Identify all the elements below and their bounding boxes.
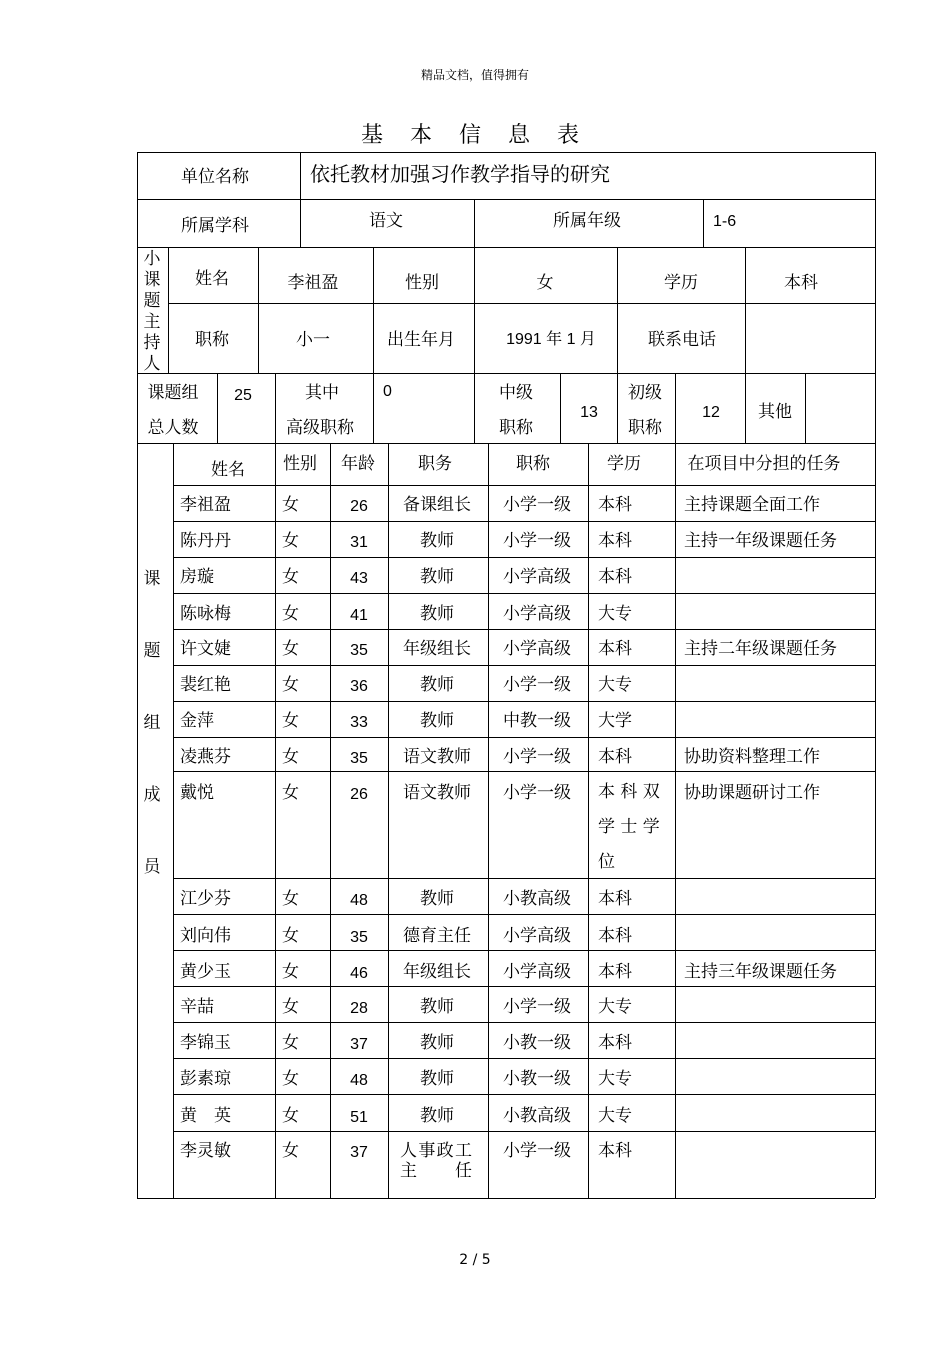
member-duty: 德育主任 [403,926,471,946]
member-duty: 教师 [420,889,454,909]
member-duty: 语文教师 [403,783,471,803]
member-duty: 教师 [420,604,454,624]
member-title: 小学一级 [503,783,571,803]
member-name: 戴悦 [180,783,214,803]
host-edu-value: 本科 [784,273,818,293]
grade-label: 所属年级 [553,211,621,231]
grade-value: 1-6 [713,213,737,230]
member-duty: 备课组长 [403,495,471,515]
members-header-3: 职务 [418,454,452,474]
member-edu: 本科 [598,1033,632,1053]
table-rule [173,737,875,738]
member-name: 金萍 [180,711,214,731]
table-rule [168,303,875,304]
member-task: 协助资料整理工作 [684,747,820,767]
member-age: 41 [350,607,368,624]
members-header-0: 姓名 [211,460,245,480]
member-title: 小学一级 [503,997,571,1017]
member-duty: 教师 [420,711,454,731]
member-duty: 教师 [420,1106,454,1126]
member-title: 小学一级 [503,1141,571,1161]
member-gender: 女 [282,783,299,803]
table-rule [173,665,875,666]
table-rule [173,986,875,987]
total-label-1: 课题组 [147,383,199,403]
member-gender: 女 [282,747,299,767]
member-name: 陈咏梅 [180,604,231,624]
member-title: 小教高级 [503,1106,571,1126]
table-rule [137,152,875,153]
table-rule [173,557,875,558]
member-gender: 女 [282,1033,299,1053]
table-rule [373,247,374,373]
member-age: 28 [350,1000,368,1017]
host-gender-value: 女 [536,273,554,293]
member-edu: 大专 [598,604,632,624]
table-rule [173,629,875,630]
member-title: 中教一级 [503,711,571,731]
member-name: 房璇 [180,567,214,587]
member-edu: 本科 [598,889,632,909]
member-gender: 女 [282,1069,299,1089]
member-name: 陈丹丹 [180,531,231,551]
member-edu: 大专 [598,1069,632,1089]
header-note: 精品文档，值得拥有 [420,68,529,82]
table-rule [173,950,875,951]
member-gender: 女 [282,926,299,946]
table-rule [173,1058,875,1059]
table-rule [745,247,746,303]
table-rule [173,914,875,915]
senior-label-1: 其中 [305,383,339,403]
member-gender: 女 [282,1141,299,1161]
member-title: 小教一级 [503,1033,571,1053]
junior-label-2: 职称 [628,418,662,438]
member-duty: 教师 [420,675,454,695]
table-rule [173,521,875,522]
table-rule [875,152,876,1198]
table-rule [258,247,259,373]
member-duty: 教师 [420,997,454,1017]
mid-label-2: 职称 [499,418,533,438]
member-duty: 教师 [420,1069,454,1089]
member-age: 26 [350,498,368,515]
member-task: 主持三年级课题任务 [684,962,837,982]
member-age: 48 [350,892,368,909]
table-rule [617,373,618,443]
table-rule [560,373,561,443]
member-name: 凌燕芬 [180,747,231,767]
member-name: 黄少玉 [180,962,231,982]
junior-value: 12 [702,404,720,421]
member-name: 江少芬 [180,889,231,909]
page-number: 2 / 5 [459,1252,491,1268]
member-age: 35 [350,642,368,659]
table-rule [173,1094,875,1095]
member-title: 小学一级 [503,495,571,515]
table-rule [137,443,875,444]
host-section-label: 小课题主持人 [143,249,161,374]
member-edu: 大专 [598,675,632,695]
host-birth-value: 1991 年 1 月 [506,331,596,348]
table-rule [137,1198,875,1199]
member-task: 主持一年级课题任务 [684,531,837,551]
table-rule [173,593,875,594]
table-rule [173,1131,875,1132]
table-rule [173,1022,875,1023]
table-rule [217,373,218,443]
member-title: 小学高级 [503,926,571,946]
member-age: 31 [350,534,368,551]
member-title: 小教高级 [503,889,571,909]
member-gender: 女 [282,531,299,551]
members-header-6: 在项目中分担的任务 [687,454,841,474]
member-name: 李锦玉 [180,1033,231,1053]
members-header-1: 性别 [283,454,317,474]
host-title-value: 小一 [296,330,330,350]
host-name-value: 李祖盈 [287,273,339,293]
member-duty: 语文教师 [403,747,471,767]
member-age: 48 [350,1072,368,1089]
table-rule [703,199,704,247]
member-age: 37 [350,1144,368,1161]
member-task: 主持二年级课题任务 [684,639,837,659]
total-value: 25 [234,387,252,404]
member-gender: 女 [282,639,299,659]
table-rule [745,303,746,373]
member-edu: 本 科 双 学 士 学 位 [598,782,660,872]
table-rule [137,199,875,200]
member-gender: 女 [282,962,299,982]
member-age: 46 [350,965,368,982]
member-edu: 本科 [598,1141,632,1161]
table-rule [137,152,138,1198]
members-header-2: 年龄 [341,454,375,474]
member-edu: 本科 [598,639,632,659]
mid-value: 13 [580,404,598,421]
mid-label-1: 中级 [499,383,533,403]
table-rule [805,373,806,443]
member-duty: 年级组长 [403,639,471,659]
member-gender: 女 [282,604,299,624]
member-task: 主持课题全面工作 [684,495,820,515]
table-rule [137,373,875,374]
member-gender: 女 [282,567,299,587]
host-title-label: 职称 [195,330,229,350]
total-label-2: 总人数 [147,418,199,438]
table-rule [373,373,374,443]
member-age: 43 [350,570,368,587]
members-header-4: 职称 [516,454,550,474]
subject-label: 所属学科 [181,216,249,236]
member-title: 小学一级 [503,675,571,695]
table-rule [675,373,676,443]
member-gender: 女 [282,997,299,1017]
other-label: 其他 [758,402,792,422]
member-name: 李祖盈 [180,495,231,515]
senior-value: 0 [383,383,392,400]
table-rule [474,247,475,373]
table-rule [474,199,475,247]
member-task: 协助课题研讨工作 [684,783,820,803]
host-birth-label: 出生年月 [387,330,455,350]
member-age: 37 [350,1036,368,1053]
member-gender: 女 [282,495,299,515]
member-edu: 本科 [598,926,632,946]
table-rule [275,373,276,443]
member-edu: 本科 [598,747,632,767]
members-header-5: 学历 [607,454,641,474]
member-gender: 女 [282,1106,299,1126]
member-duty: 教师 [420,1033,454,1053]
table-rule [617,247,618,373]
host-phone-label: 联系电话 [648,330,716,350]
table-rule [173,771,875,772]
table-rule [137,247,875,248]
member-age: 26 [350,786,368,803]
member-duty: 教师 [420,531,454,551]
member-edu: 本科 [598,962,632,982]
member-duty: 年级组长 [403,962,471,982]
page-title: 基 本 信 息 表 [361,123,589,148]
member-name: 黄 英 [180,1106,231,1126]
member-title: 小学高级 [503,639,571,659]
member-edu: 大专 [598,1106,632,1126]
member-duty: 教师 [420,567,454,587]
member-title: 小学一级 [503,747,571,767]
member-title: 小学高级 [503,604,571,624]
host-name-label: 姓名 [195,269,229,289]
host-edu-label: 学历 [664,273,698,293]
table-rule [173,701,875,702]
member-name: 裴红艳 [180,675,231,695]
table-rule [173,485,875,486]
member-gender: 女 [282,711,299,731]
member-name: 彭素琼 [180,1069,231,1089]
member-age: 35 [350,750,368,767]
member-edu: 本科 [598,531,632,551]
member-title: 小教一级 [503,1069,571,1089]
unit-name-value: 依托教材加强习作教学指导的研究 [310,162,610,186]
member-gender: 女 [282,675,299,695]
member-age: 51 [350,1109,368,1126]
subject-value: 语文 [369,211,403,231]
unit-name-label: 单位名称 [181,167,249,187]
table-rule [745,373,746,443]
member-name: 刘向伟 [180,926,231,946]
member-title: 小学高级 [503,962,571,982]
member-edu: 大专 [598,997,632,1017]
members-section-label: 课题组成员 [143,569,161,877]
table-rule [168,247,169,373]
member-edu: 本科 [598,495,632,515]
member-edu: 本科 [598,567,632,587]
member-name: 辛喆 [180,997,214,1017]
member-title: 小学一级 [503,531,571,551]
senior-label-2: 高级职称 [286,418,354,438]
member-age: 35 [350,929,368,946]
table-rule [173,878,875,879]
member-title: 小学高级 [503,567,571,587]
host-gender-label: 性别 [405,273,439,293]
member-gender: 女 [282,889,299,909]
member-name: 李灵敏 [180,1141,231,1161]
member-age: 33 [350,714,368,731]
member-duty: 人事政工 主任 [400,1141,472,1181]
member-age: 36 [350,678,368,695]
table-rule [474,373,475,443]
member-edu: 大学 [598,711,632,731]
junior-label-1: 初级 [628,383,662,403]
member-name: 许文婕 [180,639,231,659]
